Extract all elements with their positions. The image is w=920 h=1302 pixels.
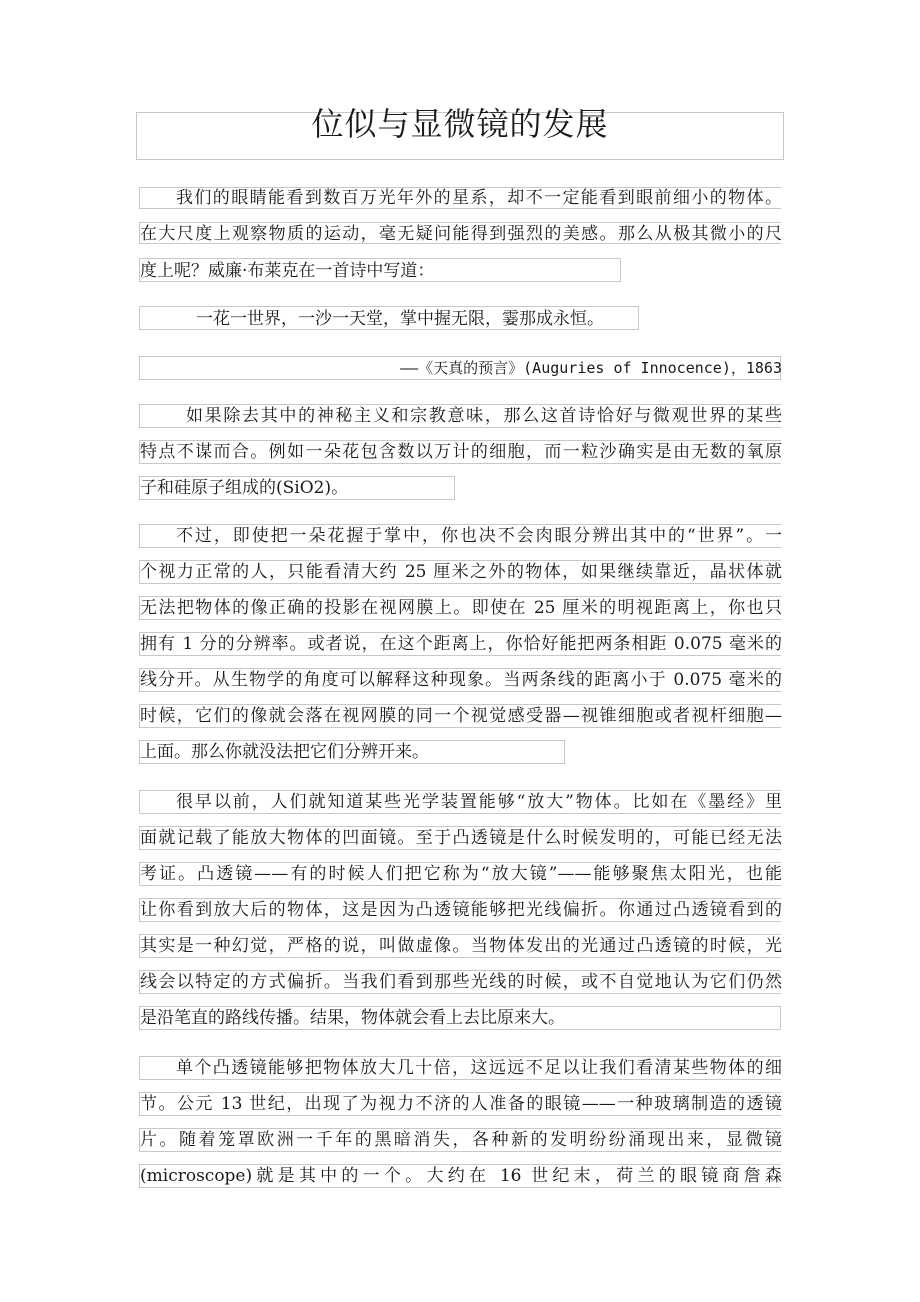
paragraph-3-line-3: 无法把物体的像正确的投影在视网膜上。即使在 25 厘米的明视距离上，你也只	[140, 598, 782, 618]
paragraph-3-line-2: 个视力正常的人，只能看清大约 25 厘米之外的物体，如果继续靠近，晶状体就	[140, 562, 782, 582]
paragraph-4-line-1: 很早以前，人们就知道某些光学装置能够“放大”物体。比如在《墨经》里	[176, 792, 782, 812]
paragraph-4-line-4: 让你看到放大后的物体，这是因为凸透镜能够把光线偏折。你通过凸透镜看到的	[140, 900, 782, 920]
paragraph-3-line-1: 不过，即使把一朵花握于掌中，你也决不会肉眼分辨出其中的“世界”。一	[176, 526, 782, 546]
paragraph-5-line-4: (microscope)就是其中的一个。大约在 16 世纪末，荷兰的眼镜商詹森	[140, 1166, 782, 1186]
paragraph-5-line-2: 节。公元 13 世纪，出现了为视力不济的人准备的眼镜——一种玻璃制造的透镜	[140, 1094, 782, 1114]
paragraph-1-line-1: 我们的眼睛能看到数百万光年外的星系，却不一定能看到眼前细小的物体。	[176, 188, 782, 208]
paragraph-4-line-5: 其实是一种幻觉，严格的说，叫做虚像。当物体发出的光通过凸透镜的时候，光	[140, 936, 782, 956]
poem-attribution: ——《天真的预言》(Auguries of Innocence)，1863	[400, 359, 782, 377]
paragraph-5-line-3: 片。随着笼罩欧洲一千年的黑暗消失，各种新的发明纷纷涌现出来，显微镜	[140, 1130, 782, 1150]
paragraph-3-line-6: 时候，它们的像就会落在视网膜的同一个视觉感受器—视锥细胞或者视杆细胞—	[140, 706, 782, 726]
paragraph-4-line-2: 面就记载了能放大物体的凹面镜。至于凸透镜是什么时候发明的，可能已经无法	[140, 828, 782, 848]
paragraph-4-line-6: 线会以特定的方式偏折。当我们看到那些光线的时候，或不自觉地认为它们仍然	[140, 972, 782, 992]
paragraph-5-line-1: 单个凸透镜能够把物体放大几十倍，这远远不足以让我们看清某些物体的细	[176, 1058, 782, 1078]
paragraph-1-line-3: 度上呢？威廉·布莱克在一首诗中写道：	[140, 261, 435, 281]
paragraph-4-line-7: 是沿笔直的路线传播。结果，物体就会看上去比原来大。	[140, 1008, 565, 1028]
paragraph-1-line-2: 在大尺度上观察物质的运动，毫无疑问能得到强烈的美感。那么从极其微小的尺	[140, 224, 782, 244]
page-title: 位似与显微镜的发展	[311, 105, 609, 143]
poem-line: 一花一世界，一沙一天堂，掌中握无限，霎那成永恒。	[196, 309, 604, 329]
paragraph-2-line-1: 如果除去其中的神秘主义和宗教意味，那么这首诗恰好与微观世界的某些	[186, 406, 782, 426]
paragraph-3-line-7: 上面。那么你就没法把它们分辨开来。	[140, 742, 429, 762]
paragraph-4-line-3: 考证。凸透镜——有的时候人们把它称为“放大镜”——能够聚焦太阳光，也能	[140, 864, 782, 884]
paragraph-2-line-3: 子和硅原子组成的(SiO2)。	[140, 478, 349, 498]
paragraph-3-line-4: 拥有 1 分的分辨率。或者说，在这个距离上，你恰好能把两条相距 0.075 毫米的	[140, 634, 782, 654]
paragraph-2-line-2: 特点不谋而合。例如一朵花包含数以万计的细胞，而一粒沙确实是由无数的氧原	[140, 442, 782, 462]
paragraph-3-line-5: 线分开。从生物学的角度可以解释这种现象。当两条线的距离小于 0.075 毫米的	[140, 670, 782, 690]
